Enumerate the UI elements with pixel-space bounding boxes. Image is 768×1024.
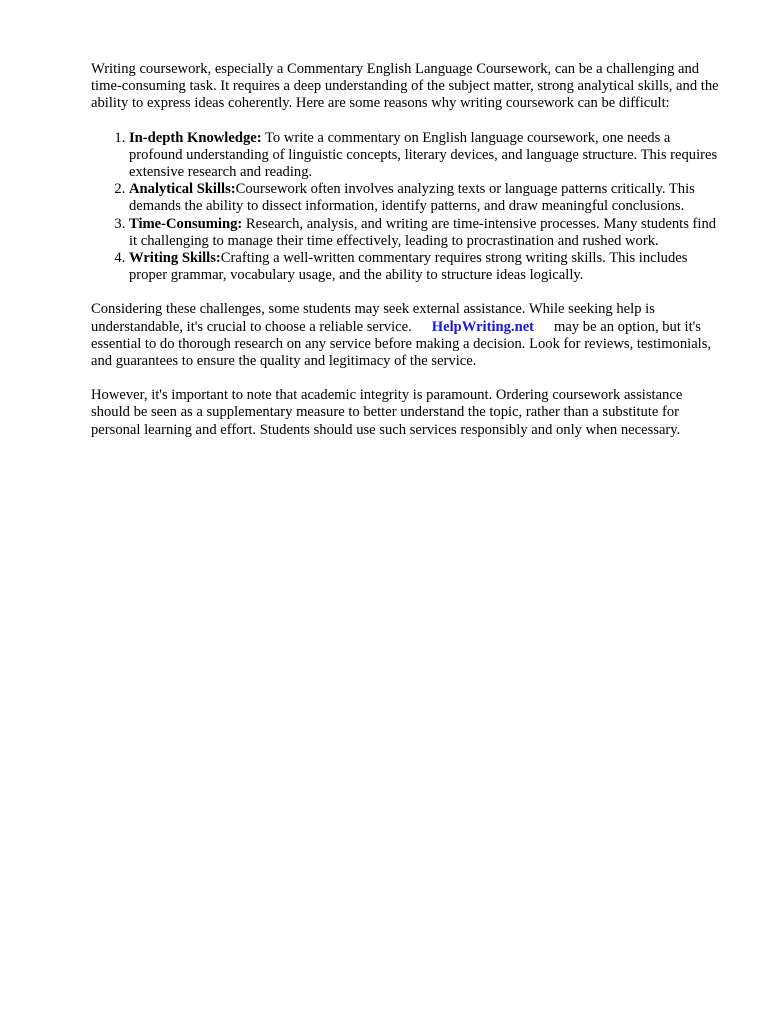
list-item-text: Research, analysis, and writing are time-intensive processes. Many students find it challenging to manage their time effectively, leading to procrastination and rushed work. [129, 215, 717, 249]
list-item-text: To write a commentary on English language coursework, one needs a profound understanding of linguistic concepts, literary devices, and language structure. This requires extensive research and reading. [129, 129, 718, 181]
list-item-time-consuming [129, 216, 723, 250]
closing-paragraph: However, it's important to note that academic integrity is paramount. Ordering coursework assistance should be seen as a supplementary measure to better understand the topic, rather than a substitute for personal learning and effort. Students should use such services responsibly and only when necessary. [91, 387, 683, 438]
document-page [91, 61, 723, 456]
list-item-text: Crafting a well-written commentary requires strong writing skills. This includes proper grammar, vocabulary usage, and the ability to structure ideas logically. [129, 250, 688, 284]
intro-paragraph: Writing coursework, especially a Commentary English Language Coursework, can be a challenging and time-consuming task. It requires a deep understanding of the subject matter, strong analytical skills, and the ability to express ideas coherently. Here are some reasons why writing coursework can be difficult: [91, 61, 719, 112]
list-item-term: Time-Consuming: [129, 215, 243, 232]
helpwriting-link[interactable]: HelpWriting.net [431, 318, 535, 335]
reasons-list [91, 130, 723, 285]
list-item-writing-skills [129, 250, 723, 284]
list-item-term: Analytical Skills: [129, 181, 236, 198]
considering-text-before: Considering these challenges, some students may seek external assistance. While seeking help is understandable, it's crucial to choose a reliable service. [91, 301, 655, 335]
list-item-term: Writing Skills: [129, 250, 221, 267]
list-item-text: Coursework often involves analyzing texts or language patterns critically. This demands the ability to dissect information, identify patterns, and draw meaningful conclusions. [129, 181, 695, 215]
list-item-analytical-skills [129, 181, 723, 215]
considering-text-after: may be an option, but it's essential to do thorough research on any service before making a decision. Look for reviews, testimonials, and guarantees to ensure the quality and legitimacy of the service. [91, 318, 712, 370]
list-item-term: In-depth Knowledge: [129, 129, 262, 146]
list-item-in-depth-knowledge [129, 130, 723, 182]
considering-paragraph [91, 301, 723, 370]
